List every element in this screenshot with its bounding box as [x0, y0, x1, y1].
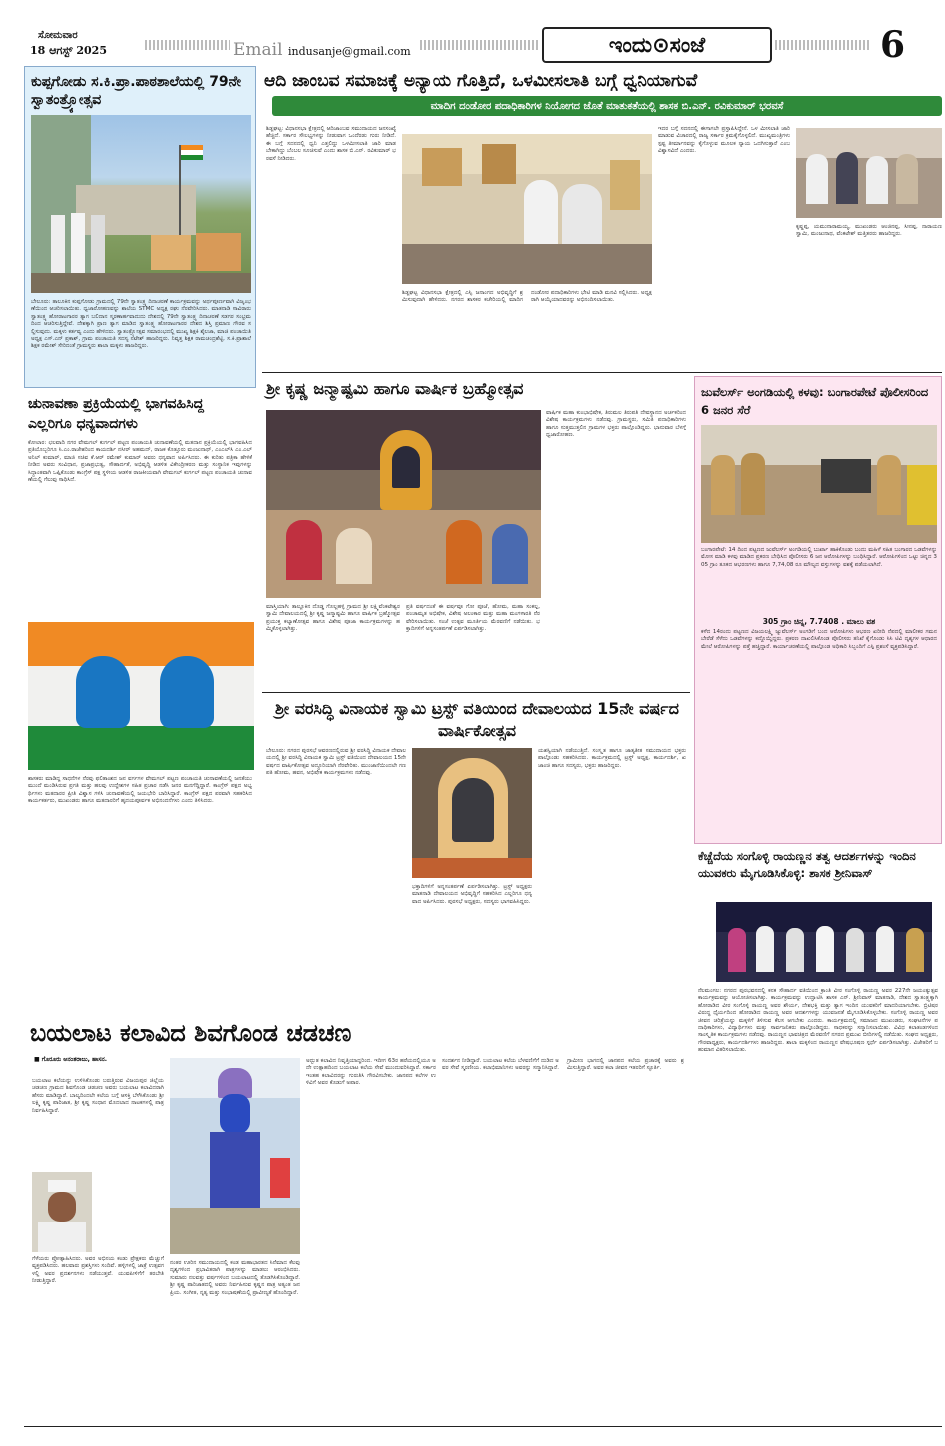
paper-logo — [542, 27, 772, 63]
ganesha-idol-photo — [412, 748, 532, 878]
story-vinayaka-body1: ಬೇಲೂರು: ನಗರದ ಪುರಸಭೆ ಆವರಣದಲ್ಲಿರುವ ಶ್ರೀ ವರಸಿದ್ಧಿ ವಿನಾಯಕ ದೇವಾಲಯದಲ್ಲಿ ಶ್ರೀ ವರಸಿದ್ಧಿ ವಿನಾಯಕ ಸ್ವಾಮಿ ಟ್ರಸ್ಟ್ ವತಿಯಿಂದ ದೇವಾಲಯದ 15ನೇ ವರ್ಷದ ವಾರ್ಷಿಕೋತ್ಸವ ಅದ್ಧೂರಿಯಾಗಿ ನೆರವೇರಿತು. ಮುಂಜಾನೆಯಿಂದಲೇ ಗಣಪತಿ ಹೋಮ, ಹವನ, ಅಭಿಷೇಕ ಕಾರ್ಯಕ್ರಮಗಳು ನಡೆದವು. — [266, 748, 406, 777]
story-election-headline: ಚುನಾವಣಾ ಪ್ರಕ್ರಿಯೆಯಲ್ಲಿ ಭಾಗವಹಿಸಿದ್ದ ಎಲ್ಲರಿಗೂ ಧನ್ಯವಾದಗಳು — [28, 396, 204, 432]
story-vinayaka-body2: ಭಕ್ತಾದಿಗಳಿಗೆ ಅನ್ನಸಂತರ್ಪಣೆ ಏರ್ಪಡಿಸಲಾಗಿತ್ತು. ಟ್ರಸ್ಟ್ ಅಧ್ಯಕ್ಷರು ಮಾತನಾಡಿ ದೇವಾಲಯದ ಅಭಿವೃದ್ಧಿಗೆ ಸಹಕರಿಸಿದ ಎಲ್ಲರಿಗೂ ಧನ್ಯವಾದ ಅರ್ಪಿಸಿದರು. ಪುರಸಭೆ ಅಧ್ಯಕ್ಷರು, ಸದಸ್ಯರು ಭಾಗವಹಿಸಿದ್ದರು. — [412, 884, 532, 905]
story-election — [24, 392, 256, 976]
story-jewellery-headline: ಜುವೆಲರ್ಸ್ ಅಂಗಡಿಯಲ್ಲಿ ಕಳವು: ಬಂಗಾರಪೇಟೆ ಪೊಲೀಸರಿಂದ 6 ಜನರ ಸೆರೆ — [701, 385, 929, 417]
masthead — [0, 0, 945, 64]
story-krishna-headline: ಶ್ರೀ ಕೃಷ್ಣ ಜನ್ಮಾಷ್ಟಮಿ ಹಾಗೂ ವಾರ್ಷಿಕ ಬ್ರಹ್ಮೋತ್ಸವ — [266, 379, 524, 398]
story-krishna — [262, 376, 690, 688]
temple-pooja-photo — [266, 410, 541, 598]
story-madiga — [262, 66, 942, 366]
story-vinayaka-body3: ಯಶಸ್ವಿಯಾಗಿ ನಡೆಯುತ್ತಿದೆ. ಸಂಸ್ಕೃತ ಹಾಗೂ ಜಾತ್ಯತೀತ ಸಮುದಾಯದ ಭಕ್ತರು ಪಾಲ್ಗೊಂಡು ಸಹಕರಿಸಿದರು. ಕಾರ್ಯಕ್ರಮದಲ್ಲಿ ಟ್ರಸ್ಟ್ ಅಧ್ಯಕ್ಷ, ಕಾರ್ಯದರ್ಶಿ, ಖಜಾಂಚಿ ಹಾಗೂ ಸದಸ್ಯರು, ಭಕ್ತರು ಹಾಜರಿದ್ದರು. — [538, 748, 686, 769]
story-bayalata-body3: ನಂತರ ಊರಿನ ಸಮುದಾಯದಲ್ಲಿ ಕಂಡ ಮಹಾಭಾರತದ ಸಿನೆಮಾದ ಕೆಲವು ದೃಶ್ಯಗಳಿಂದ ಪ್ರಭಾವಿತರಾಗಿ ಪಾತ್ರಗಳನ್ನು ಮಾಡಲು ಆರಂಭಿಸಿದರು. ಸುಮಾರು ನಲವತ್ತು ವರ್ಷಗಳಿಂದ ಬಯಲಾಟದಲ್ಲಿ ತೊಡಗಿಸಿಕೊಂಡಿದ್ದಾರೆ. ಶ್ರೀ ಕೃಷ್ಣ ಪಾರಿಜಾತದಲ್ಲಿ ಅವರು ನಿರ್ವಹಿಸುವ ಕೃಷ್ಣನ ಪಾತ್ರ ಅತ್ಯಂತ ಜನಪ್ರಿಯ. ಸಂಗೀತ, ನೃತ್ಯ ಮತ್ತು ಸಂಭಾಷಣೆಯಲ್ಲಿ ಪ್ರಾವೀಣ್ಯತೆ ಹೊಂದಿದ್ದಾರೆ. — [170, 1260, 300, 1296]
story-madiga-body2: ಶಿಡ್ಲಘಟ್ಟ ವಿಧಾನಸಭಾ ಕ್ಷೇತ್ರದಲ್ಲಿ ಎಸ್ಸಿ ಜನಾಂಗದ ಅಭಿವೃದ್ಧಿಗೆ ಶ್ರಮಿಸುವುದಾಗಿ ಹೇಳಿದರು. ನಗರದ ಶಾಸಕರ ಕಚೇರಿಯಲ್ಲಿ ಮಾದಿಗ ದಂಡೋರ ಪದಾಧಿಕಾರಿಗಳು ಭೇಟಿ ಮಾಡಿ ಮನವಿ ಸಲ್ಲಿಸಿದರು. ಅಧ್ಯಕ್ಷರಾಗಿ ಆಯ್ಕೆಯಾದವರನ್ನು ಅಭಿನಂದಿಸಲಾಯಿತು. — [402, 290, 652, 304]
story-madiga-headline: ಆದಿ ಜಾಂಬವ ಸಮಾಜಕ್ಕೆ ಅನ್ಯಾಯ ಗೊತ್ತಿದೆ, ಒಳಮೀಸಲಾತಿ ಬಗ್ಗೆ ಧ್ವನಿಯಾಗುವೆ — [264, 71, 698, 91]
mla-meeting-photo — [402, 134, 652, 284]
congress-flag-photo — [28, 622, 254, 770]
story-madiga-subhead: ಮಾದಿಗ ದಂಡೋರ ಪದಾಧಿಕಾರಿಗಳ ನಿಯೋಗದ ಜೊತೆ ಮಾತುಕತೆಯಲ್ಲಿ ಶಾಸಕ ಬಿ.ಎನ್. ರವಿಕುಮಾರ್ ಭರವಸೆ — [430, 100, 784, 112]
story-krishna-body2: ಪ್ರತಿ ವರ್ಷದಂತೆ ಈ ವರ್ಷವೂ ಗೋ ಪೂಜೆ, ಹೋಮ, ಮಹಾ ಸಂಕಲ್ಪ, ಪಂಚಾಮೃತ ಅಭಿಷೇಕ, ವಿಶೇಷ ಅಲಂಕಾರ ಮತ್ತು ಮಹಾ ಮಂಗಳಾರತಿ ನೆರವೇರಿಸಲಾಯಿತು. ಸಂಜೆ ಉತ್ಸವ ಮೂರ್ತಿಯ ಮೆರವಣಿಗೆ ನಡೆಯಿತು. ಭಕ್ತಾದಿಗಳಿಗೆ ಅನ್ನಸಂತರ್ಪಣೆ ಏರ್ಪಡಿಸಲಾಗಿತ್ತು. — [406, 604, 540, 633]
divider — [262, 372, 942, 373]
story-election-body1: ಕೋಲಾರ: ಛಲವಾದಿ ನಗರ ವೇಮಗಲ್ ಕುರ್ಗಲ್ ಪಟ್ಟಣ ಪಂಚಾಯತಿ ಚುನಾವಣೆಯಲ್ಲಿ ಮತದಾನ ಪ್ರಕ್ರಿಯೆಯಲ್ಲಿ ಭಾಗವಹಿಸಿದ ಪ್ರತಿಯೊಬ್ಬರಿಗೂ ಸಿ.ಎಂ.ರಾಜೇಶರಿಂದ ಕಾಯದರ್ಶಿ ನಸೀರ್ ಅಹಮದ್, ರಾಜಕ ಕೊತ್ತೂರು ಮಂಜುನಾಥ್, ಎಂಎಲ್‌ಸಿ ಎಂ.ಎಲ್ ಅನಿಲ್ ಕುಮಾರ್, ಮಾಜಿ ಸಚಿವ ಕೆ.ಆರ್ ರಮೇಶ್ ಕುಮಾರ್ ಅವರು ಧನ್ಯವಾದ ಅರ್ಪಿಸಿದರು. ಈ ಕುರಿತು ಪತ್ರಿಕಾ ಹೇಳಿಕೆ ನೀಡಿದ ಅವರು ಸಂವಿಧಾನ, ಪ್ರಜಾಪ್ರಭುತ್ವ, ಸೌಹಾರ್ದತೆ, ಅಭಿವೃದ್ಧಿ ಆಡಳಿತ ವಿಕೇಂದ್ರೀಕರಣ ಮತ್ತು ಸಂಸ್ಥಾನಿಕ ಇವುಗಳನ್ನು ಸಿದ್ಧಾಂತವಾಗಿ ಒಪ್ಪಿಕೊಂಡು ಕಾಂಗ್ರೆಸ್ ಪಕ್ಷ ಸ್ಥಳೀಯ ಆಡಳಿತ ರಾಜಕೀಯವಾಗಿ ವೇಮಗಲ್ ಕುರ್ಗಲ್ ಪಟ್ಟಣ ಪಂಚಾಯತಿ ಚುನಾವಣೆಯಲ್ಲಿ ಗೆಲುವು ಸಾಧಿಸಿದೆ. — [28, 440, 252, 484]
email-address[interactable]: indusanje@gmail.com — [288, 45, 411, 58]
story-bayalata-body5: ಸಂದರ್ಶನ ನೀಡಿದ್ದಾರೆ. ಬಯಲಾಟ ಕಲೆಯ ಬೆಳವಣಿಗೆಗೆ ದುಡಿದ ಅವರ ಸೇವೆ ಸ್ಮರಣೀಯ. ಕಲಾಭಿಮಾನಿಗಳು ಅವರನ್ನು ಸನ್ಮಾನಿಸಿದ್ದಾರೆ. ಗ್ರಾಮೀಣ ಭಾಗದಲ್ಲಿ ಜಾನಪದ ಕಲೆಯ ಪ್ರಚಾರಕ್ಕೆ ಅವರು ಶ್ರಮಿಸುತ್ತಿದ್ದಾರೆ. ಅವರ ಕಲಾ ಜೀವನ ಇತರರಿಗೆ ಸ್ಫೂರ್ತಿ. — [442, 1058, 684, 1072]
story-bayalata-body2: ಗೆಳೆಯರು ಪ್ರೋತ್ಸಾಹಿಸಿದರು. ಅವರ ಅಭಿನಯ ಕಂಡು ಪ್ರೇಕ್ಷಕರು ಮೆಚ್ಚುಗೆ ವ್ಯಕ್ತಪಡಿಸಿದರು. ಹಲವಾರು ಪ್ರಶಸ್ತಿಗಳು ಸಂದಿವೆ. ಹಳ್ಳಿಗಳಲ್ಲಿ ಜಾತ್ರೆ ಉತ್ಸವಗಳಲ್ಲಿ ಅವರ ಪ್ರದರ್ಶನಗಳು ನಡೆಯುತ್ತವೆ. ಯುವಪೀಳಿಗೆಗೆ ತರಬೇತಿ ನೀಡುತ್ತಿದ್ದಾರೆ. — [32, 1256, 164, 1285]
masthead-day: ಸೋಮವಾರ — [38, 30, 78, 41]
story-jewellery-body2: ಕಳೆದ 14ರಂದು ಪಟ್ಟಣದ ವಿಜಯಲಕ್ಷ್ಮಿ ಜ್ಯುವೆಲರ್ಸ್ ಅಂಗಡಿಗೆ ಬಂದ ಆರೋಪಿಗಳು ಆಭರಣ ಖರೀದಿ ನೆಪದಲ್ಲಿ ಮಾಲೀಕರ ಗಮನ ಬೇರೆಡೆ ಸೆಳೆದು ಒಡವೆಗಳನ್ನು ಕದ್ದೊಯ್ದಿದ್ದರು. ಪ್ರಕರಣ ದಾಖಲಿಸಿಕೊಂಡ ಪೊಲೀಸರು ತನಿಖೆ ಕೈಗೊಂಡು ಸಿಸಿ ಟಿವಿ ದೃಶ್ಯಗಳ ಆಧಾರದ ಮೇಲೆ ಆರೋಪಿಗಳನ್ನು ಪತ್ತೆ ಹಚ್ಚಿದ್ದಾರೆ. ಕಾರ್ಯಾಚರಣೆಯಲ್ಲಿ ಪಾಲ್ಗೊಂಡ ಅಧಿಕಾರಿ ಸಿಬ್ಬಂದಿಗೆ ಎಸ್ಪಿ ಪ್ರಶಂಸೆ ವ್ಯಕ್ತಪಡಿಸಿದ್ದಾರೆ. — [701, 629, 937, 650]
masthead-rule-far — [775, 40, 870, 50]
story-krishna-body3: ವಾರ್ಷಿಕ ಮಹಾ ಕುಂಭಾಭಿಷೇಕ, ತಿರುಮಲ ತಿರುಪತಿ ದೇವಸ್ಥಾನದ ಅರ್ಚಕರಿಂದ ವಿಶೇಷ ಕಾರ್ಯಕ್ರಮಗಳು ನಡೆದವು. ಗ್ರಾಮಸ್ಥರು, ಸಮಿತಿ ಪದಾಧಿಕಾರಿಗಳು ಹಾಗೂ ಸುತ್ತಮುತ್ತಲಿನ ಗ್ರಾಮಗಳ ಭಕ್ತರು ಪಾಲ್ಗೊಂಡಿದ್ದರು. ಭಾನುವಾರ ಬೆಳಗ್ಗೆ ಧ್ವಜಾರೋಹಣ. — [546, 410, 686, 439]
bayalata-costume-photo — [170, 1058, 300, 1254]
story-bayalata-byline: ■ ಗೊರೂರು ಅನಂತರಾಜು, ಹಾಸನ. — [34, 1056, 108, 1063]
paper-logo-text: ಇಂದು⊙ಸಂಜೆ — [608, 32, 706, 57]
story-bayalata-body1: ಬಯಲಾಟ ಕಲೆಯನ್ನು ಉಳಿಸಿಕೊಂಡು ಬರುತ್ತಿರುವ ವಿಜಯಪುರ ಜಿಲ್ಲೆಯ ಚಡಚಣ ಗ್ರಾಮದ ಶಿವಗೊಂಡ ಚಡಚಣ ಅವರು ಬಯಲಾಟ ಕಲಾವಿದರಾಗಿ ಹೆಸರು ಮಾಡಿದ್ದಾರೆ. ಬಾಲ್ಯದಿಂದಲೇ ಕಲೆಯ ಬಗ್ಗೆ ಆಸಕ್ತಿ ಬೆಳೆಸಿಕೊಂಡು ಶ್ರೀ ಲಕ್ಷ್ಮಿ ಕೃಷ್ಣ ಪಾರಿಜಾತ, ಶ್ರೀ ಕೃಷ್ಣ ಸಂಧಾನ ಮೊದಲಾದ ನಾಟಕಗಳಲ್ಲಿ ಪಾತ್ರ ನಿರ್ವಹಿಸಿದ್ದಾರೆ. — [32, 1078, 164, 1114]
police-arrest-photo — [701, 425, 937, 543]
hand-symbol-icon-2 — [160, 656, 214, 728]
masthead-rule — [145, 40, 230, 50]
story-vinayaka-headline: ಶ್ರೀ ವರಸಿದ್ಧಿ ವಿನಾಯಕ ಸ್ವಾಮಿ ಟ್ರಸ್ಟ್ ವತಿಯಿಂದ ದೇವಾಲಯದ 15ನೇ ವರ್ಷದ ವಾರ್ಷಿಕೋತ್ಸವ — [275, 699, 679, 740]
hand-symbol-icon — [76, 656, 130, 728]
school-flag-photo — [31, 115, 251, 293]
footer-rule — [24, 1426, 942, 1427]
dandora-group-photo — [796, 128, 942, 218]
story-school — [24, 66, 256, 388]
masthead-date: 18 ಆಗಸ್ಟ್ 2025 — [30, 44, 107, 57]
story-rayanna-headline: ಕೆಚ್ಚೆದೆಯ ಸಂಗೊಳ್ಳಿ ರಾಯಣ್ಣನ ತತ್ವ ಆದರ್ಶಗಳನ್ನು ಇಂದಿನ ಯುವಕರು ಮೈಗೂಡಿಸಿಕೊಳ್ಳಿ: ಶಾಸಕ ಶ್ರೀನಿವಾಸ್ — [698, 849, 916, 880]
divider — [262, 692, 690, 693]
story-madiga-body3: ಇದರ ಬಗ್ಗೆ ಸದನದಲ್ಲಿ ಈಗಾಗಲೇ ಪ್ರಸ್ತಾಪಿಸಿದ್ದೇನೆ. ಒಳ ಮೀಸಲಾತಿ ಜಾರಿ ಮಾಡುವ ವಿಚಾರದಲ್ಲಿ ರಾಜ್ಯ ಸರ್ಕಾರ ಕ್ರಮಕೈಗೊಳ್ಳಲಿದೆ. ಮುಖ್ಯಮಂತ್ರಿಗಳು ಸ್ಪಷ್ಟ ತೀರ್ಮಾನವನ್ನು ಕೈಗೊಳ್ಳುವ ಮೂಲಕ ನ್ಯಾಯ ಒದಗಿಸುತ್ತಾರೆ ಎಂಬ ವಿಶ್ವಾಸವಿದೆ ಎಂದರು. — [658, 126, 790, 155]
rayanna-event-photo — [716, 902, 932, 982]
story-election-body2: ಶಾಸಕರು ಮಾಡಿದ್ದ ಸಾಧನೆಗಳ ನೆರವು ಫಲಿತಾಂಶದ ಜನ ವರ್ಗಗಳ ವೇಮಗಲ್ ಪಟ್ಟಣ ಪಂಚಾಯತಿ ಚುನಾವಣೆಯಲ್ಲಿ ಜನತೆಯು ಮುಂದೆ ಮಂಡಿಸಿರುವ ಪ್ರಗತಿ ಮತ್ತು ಹಲವು ಉದ್ದೇಶಗಳ ಸಹಿತ ಪ್ರಚಾರ ನಡೆಸಿ ಜನರ ಮನಗೆದ್ದಿದ್ದಾರೆ. ಕಾಂಗ್ರೆಸ್ ಪಕ್ಷದ ಅಭ್ಯರ್ಥಿಗಳು ಮತದಾರರ ಪ್ರೀತಿ ವಿಶ್ವಾಸ ಗಳಿಸಿ ಚುನಾವಣೆಯಲ್ಲಿ ಜಯಭೇರಿ ಬಾರಿಸಿದ್ದಾರೆ. ಕಾಂಗ್ರೆಸ್ ಪಕ್ಷದ ಪರವಾಗಿ ಸಹಕರಿಸಿದ ಕಾರ್ಯಕರ್ತರು, ಮುಖಂಡರು ಹಾಗೂ ಮತದಾರರಿಗೆ ಹೃದಯಪೂರ್ವಕ ಅಭಿನಂದನೆಗಳು ಎಂದು ತಿಳಿಸಿದರು. — [28, 776, 252, 805]
story-school-headline: ಕುಪ್ಪಗೋಡು ಸ.ಕಿ.ಪ್ರಾ.ಪಾಠಶಾಲೆಯಲ್ಲಿ 79ನೇ ಸ್ವಾತಂತ್ರ್ಯೋತ್ಸವ — [31, 74, 242, 108]
story-bayalata-headline: ಬಯಲಾಟ ಕಲಾವಿದ ಶಿವಗೊಂಡ ಚಡಚಣ — [30, 1019, 352, 1047]
story-jewellery-highlight: 305 ಗ್ರಾಂ ಚಿನ್ನ, 7.7408 . ಮಾಲು ವಶ — [762, 617, 876, 626]
story-rayanna-body: ನೆಲಮಂಗಲ: ನಗರದ ಪುರಭವನದಲ್ಲಿ ಕನಕ ಸೌಹಾರ್ದ ವತಿಯಿಂದ ಕ್ರಾಂತಿ ವೀರ ಸಂಗೊಳ್ಳಿ ರಾಯಣ್ಣ ಅವರ 227ನೇ ಜಯಂತ್ಯುತ್ಸವ ಕಾರ್ಯಕ್ರಮವನ್ನು ಆಯೋಜಿಸಲಾಗಿತ್ತು. ಕಾರ್ಯಕ್ರಮವನ್ನು ಉದ್ಘಾಟಿಸಿ ಶಾಸಕ ಎನ್. ಶ್ರೀನಿವಾಸ್ ಮಾತನಾಡಿ, ದೇಶದ ಸ್ವಾತಂತ್ರ್ಯಕ್ಕಾಗಿ ಹೋರಾಡಿದ ವೀರ ಸಂಗೊಳ್ಳಿ ರಾಯಣ್ಣ ಅವರ ಶೌರ್ಯ, ದೇಶಭಕ್ತಿ ಮತ್ತು ತ್ಯಾಗ ಇಂದಿನ ಯುವಕರಿಗೆ ಮಾದರಿಯಾಗಬೇಕು. ಬ್ರಿಟಿಷರ ವಿರುದ್ಧ ಧೈರ್ಯದಿಂದ ಹೋರಾಡಿದ ರಾಯಣ್ಣ ಅವರ ಆದರ್ಶಗಳನ್ನು ಯುವಜನತೆ ಮೈಗೂಡಿಸಿಕೊಳ್ಳಬೇಕು. ಸಂಗೊಳ್ಳಿ ರಾಯಣ್ಣ ಅವರ ಜೀವನ ಚರಿತ್ರೆಯನ್ನು ಮಕ್ಕಳಿಗೆ ತಿಳಿಸುವ ಕೆಲಸ ಆಗಬೇಕು ಎಂದರು. ಕಾರ್ಯಕ್ರಮದಲ್ಲಿ ಸಮಾಜದ ಮುಖಂಡರು, ಸಂಘಟನೆಗಳ ಪದಾಧಿಕಾರಿಗಳು, ವಿದ್ಯಾರ್ಥಿಗಳು ಮತ್ತು ಸಾರ್ವಜನಿಕರು ಪಾಲ್ಗೊಂಡಿದ್ದರು. ಸಾಧಕರನ್ನು ಸನ್ಮಾನಿಸಲಾಯಿತು. ವಿವಿಧ ಕಲಾತಂಡಗಳಿಂದ ಸಾಂಸ್ಕೃತಿಕ ಕಾರ್ಯಕ್ರಮಗಳು ನಡೆದವು. ರಾಯಣ್ಣನ ಭಾವಚಿತ್ರದ ಮೆರವಣಿಗೆ ನಗರದ ಪ್ರಮುಖ ಬೀದಿಗಳಲ್ಲಿ ನಡೆಯಿತು. ಸಂಘದ ಅಧ್ಯಕ್ಷರು, ಗೌರವಾಧ್ಯಕ್ಷರು, ಕಾರ್ಯದರ್ಶಿಗಳು ಹಾಜರಿದ್ದರು. ಶಾಲಾ ಮಕ್ಕಳಿಂದ ರಾಯಣ್ಣನ ವೇಷಭೂಷಣ ಸ್ಪರ್ಧೆ ಏರ್ಪಡಿಸಲಾಗಿತ್ತು. ವಿಜೇತರಿಗೆ ಬಹುಮಾನ ವಿತರಿಸಲಾಯಿತು. — [698, 988, 938, 1054]
email-label: Email — [233, 40, 283, 60]
story-bayalata-body4: ಅದ್ಭುತ ಕಲಾವಿದ ನಿವೃತ್ತಿಯಾದ್ದರಿಂದ. ಇದೀಗ 63ರ ಹರೆಯದಲ್ಲಿಯೂ ಅದೇ ಉತ್ಸಾಹದಿಂದ ಬಯಲಾಟ ಕಲೆಯ ಸೇವೆ ಮುಂದುವರಿಸಿದ್ದಾರೆ. ಸರ್ಕಾರ ಇಂತಹ ಕಲಾವಿದರನ್ನು ಗುರುತಿಸಿ ಗೌರವಿಸಬೇಕು. ಜಾನಪದ ಕಲೆಗಳ ಉಳಿವಿಗೆ ಅವರ ಕೊಡುಗೆ ಅಪಾರ. — [306, 1058, 436, 1087]
story-madiga-body4: ಕೃಷ್ಣಪ್ಪ, ಯಮುನಾರಾಮಯ್ಯ, ಮುಖಂಡರು ಆಂಜಿನಪ್ಪ, ಸೀನಪ್ಪ, ನಾರಾಯಣಸ್ವಾಮಿ, ಮಂಜುನಾಥ, ವೆಂಕಟೇಶ್ ಮತ್ತಿತರರು ಹಾಜರಿದ್ದರು. — [796, 224, 942, 238]
story-vinayaka — [262, 696, 690, 982]
story-school-body: ಬೇಲೂರು: ತಾಲೂಕಿನ ಕುಪ್ಪಗೋಡು ಗ್ರಾಮದಲ್ಲಿ 79ನೇ ಸ್ವಾತಂತ್ರ್ಯ ದಿನಾಚರಣೆ ಕಾರ್ಯಕ್ರಮವನ್ನು ಅರ್ಥಪೂರ್ಣವಾಗಿ ವಿಜೃಂಭಣೆಯಿಂದ ಆಚರಿಸಲಾಯಿತು. ಧ್ವಜಾರೋಹಣವನ್ನು ಶಾಲೆಯ STMC ಅಧ್ಯಕ್ಷ ರಘು ನೆರವೇರಿಸಿದರು. ಮಾತನಾಡಿ ಸಾವಿರಾರು ಸ್ವಾತಂತ್ರ್ಯ ಹೋರಾಟಗಾರರ ತ್ಯಾಗ ಬಲಿದಾನ ಸ್ಮರಣಾರ್ಹವಾದುದು ದೇಶದಲ್ಲಿ 79ನೇ ಸ್ವಾತಂತ್ರ್ಯ ದಿನಾಚರಣೆ ಸಡಗರ ಸಂಭ್ರಮದಿಂದ ಆಚರಿಸುತ್ತಿದ್ದೇವೆ. ದೇಶಕ್ಕಾಗಿ ಪ್ರಾಣ ತ್ಯಾಗ ಮಾಡಿದ ಸ್ವಾತಂತ್ರ್ಯ ಹೋರಾಟಗಾರರ ದೇಶದ ಶಿಸ್ತಿ ಪ್ರಮಾಣ ಗೌರವ ಸಲ್ಲಿಸುವುದು. ಮಕ್ಕಳು ಕರ್ತವ್ಯ ಎಂದು ಹೇಳಿದರು. ಸ್ವಾತಂತ್ರ್ಯೋತ್ಸವ ಸಮಾರಂಭದಲ್ಲಿ ಮುಖ್ಯ ಶಿಕ್ಷಕಿ ಶೈಲಜಾ, ಮಾಜಿ ಪಂಚಾಯಿತಿ ಅಧ್ಯಕ್ಷ ಎಸ್.ಎನ್ ಪ್ರಕಾಶ್, ಗ್ರಾಮ ಪಂಚಾಯತಿ ಸದಸ್ಯ ನಟೇಶ್ ಹಾಜರಿದ್ದರು. ನಿವೃತ್ತ ಶಿಕ್ಷಕ ರಾಮಚಂದ್ರಶೆಟ್ಟಿ, ಸ.ಕಿ.ಪ್ರಾಶಾಲೆ ಶಿಕ್ಷಕ ರಮೇಶ್ ಸೇರಿದಂತೆ ಗ್ರಾಮಸ್ಥರು ಶಾಲಾ ಮಕ್ಕಳು ಹಾಜರಿದ್ದರು. — [31, 299, 251, 350]
artist-portrait-photo — [32, 1172, 92, 1252]
story-madiga-subhead-bar — [272, 96, 942, 116]
story-jewellery — [694, 376, 942, 844]
page-number: 6 — [880, 24, 906, 66]
story-jewellery-body1: ಬಂಗಾರಪೇಟೆ: 14 ದಿಂದ ಪಟ್ಟಣದ ಜುವೆಲರ್ಸ್ ಅಂಗಡಿಯಲ್ಲಿ ಬುರ್ಖಾ ಹಾಕಿಕೊಂಡು ಬಂದು ಮಹಿಳೆ ಸಹಿತ ಬಂಗಾರದ ಒಡವೆಗಳನ್ನು ಮೋಸ ಮಾಡಿ ಕಳವು ಮಾಡಿದ ಪ್ರಕರಣ ಬೇಧಿಸಿದ ಪೊಲೀಸರು 6 ಜನ ಆರೋಪಿಗಳನ್ನು ಬಂಧಿಸಿದ್ದಾರೆ. ಆರೋಪಿಗಳಿಂದ ಒಟ್ಟು ಚಿನ್ನದ 305 ಗ್ರಾಂ ತೂಕದ ಆಭರಣಗಳು ಹಾಗೂ 7,74,08 ರೂ ಮೌಲ್ಯದ ವಸ್ತುಗಳನ್ನು ವಶಕ್ಕೆ ಪಡೆಯಲಾಗಿದೆ. — [701, 547, 937, 568]
story-madiga-body1: ಶಿಡ್ಲಘಟ್ಟ: ವಿಧಾನಸಭಾ ಕ್ಷೇತ್ರದಲ್ಲಿ ಆದಿಜಾಂಬವ ಸಮುದಾಯದ ಜನಸಂಖ್ಯೆ ಹೆಚ್ಚಿದೆ. ಸರ್ಕಾರ ಸೌಲಭ್ಯಗಳನ್ನು ನೀಡುವಾಗ ಒಂದೆರಡು ಗುರು ನೀಡಿದೆ. ಈ ಬಗ್ಗೆ ಸದನದಲ್ಲಿ ಧ್ವನಿ ಎತ್ತಲಿದ್ದು ಒಳಮೀಸಲಾತಿ ಜಾರಿ ಮಾಡಬೇಕಾಗಿದ್ದು ಬೆಂಬಲ ಸೂಚಿಸುವೆ ಎಂದು ಶಾಸಕ ಬಿ.ಎನ್. ರವಿಕುಮಾರ್ ಭರವಸೆ ನೀಡಿದರು. — [266, 126, 396, 162]
masthead-rule-right — [420, 40, 540, 50]
story-bayalata — [24, 1016, 690, 1420]
story-krishna-body1: ಮಾಸ್ತಿಯಾಗಿ: ತಾಲ್ಲೂಕಿನ ದೊಡ್ಡ ಗೊಲ್ಲಹಳ್ಳಿ ಗ್ರಾಮದ ಶ್ರೀ ಲಕ್ಷ್ಮಿವೆಂಕಟೇಶ್ವರಸ್ವಾಮಿ ದೇವಾಲಯದಲ್ಲಿ ಶ್ರೀ ಕೃಷ್ಣ ಜನ್ಮಾಷ್ಟಮಿ ಹಾಗೂ ವಾರ್ಷಿಕ ಬ್ರಹ್ಮೋತ್ಸವ ಪ್ರಯುಕ್ತ ಕಲ್ಯಾಣೋತ್ಸವ ಹಾಗೂ ವಿಶೇಷ ಪೂಜಾ ಕಾರ್ಯಕ್ರಮಗಳನ್ನು ಹಮ್ಮಿಕೊಳ್ಳಲಾಗಿತ್ತು. — [266, 604, 400, 633]
story-rayanna — [694, 846, 942, 1416]
